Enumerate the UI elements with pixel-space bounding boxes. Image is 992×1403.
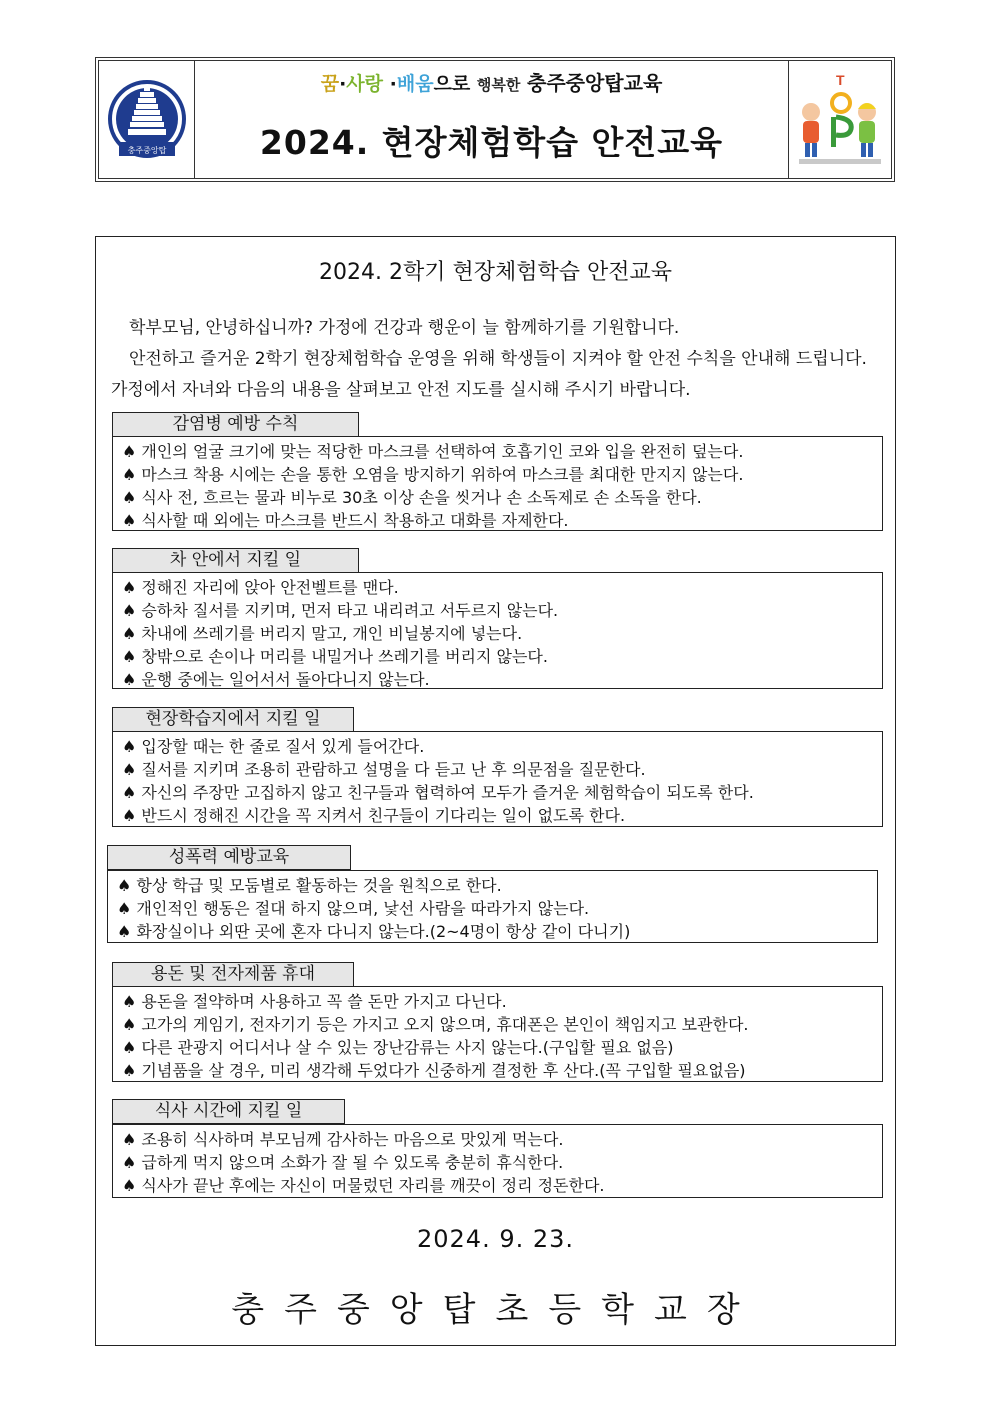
document-title: 2024. 2학기 현장체험학습 안전교육 [319,260,672,285]
list-item: ♠ 조용히 식사하며 부모님께 감사하는 마음으로 맛있게 먹는다. [122,1130,564,1149]
list-item: ♠ 식사 전, 흐르는 물과 비누로 30초 이상 손을 씻거나 손 소독제로 손 소독을 한다. [122,488,702,507]
header-motto [194,67,789,96]
section-box-infection [112,436,883,531]
list-item: ♠ 식사가 끝난 후에는 자신이 머물렀던 자리를 깨끗이 정리 정돈한다. [122,1176,605,1195]
motto-kkum: 꿈 [320,73,340,95]
section-box-site [112,731,883,827]
list-item: ♠ 다른 관광지 어디서나 살 수 있는 장난감류는 사지 않는다.(구입할 필요 없음) [122,1038,674,1057]
list-item: ♠ 기념품을 살 경우, 미리 생각해 두었다가 신중하게 결정한 후 산다.(꼭 구입할 필요없음) [122,1061,746,1080]
section-label-infection: 감염병 예방 수칙 [112,412,359,437]
motto-haengbok: 행복한 [476,76,521,94]
motto-dot-1: · [339,73,347,95]
list-item: ♠ 차내에 쓰레기를 버리지 말고, 개인 비닐봉지에 넣는다. [122,624,523,643]
section-label-violence: 성폭력 예방교육 [107,845,351,870]
intro-body: 안전하고 즐거운 2학기 현장체험학습 운영을 위해 학생들이 지켜야 할 안전 수칙을 안내해 드립니다. 가정에서 자녀와 다음의 내용을 살펴보고 안전 지도를 실시해 주시기 바랍니다. [111,349,867,400]
section-label-meal: 식사 시간에 지킬 일 [112,1099,345,1124]
list-item: ♠ 고가의 게임기, 전자기기 등은 가지고 오지 않으며, 휴대폰은 본인이 책임지고 보관한다. [122,1015,749,1034]
header-inner-frame [98,60,892,179]
motto-sarang: 사랑 [346,73,384,95]
document-date: 2024. 9. 23. [416,1225,575,1253]
motto-dot-2: · [389,73,397,95]
list-item: ♠ 급하게 먹지 않으며 소화가 잘 될 수 있도록 충분히 휴식한다. [122,1153,564,1172]
motto-euro: 으로 [433,73,471,95]
list-item: ♠ 개인의 얼굴 크기에 맞는 적당한 마스크를 선택하여 호흡기인 코와 입을 완전히 덮는다. [122,442,744,461]
top-mascot-cell [788,61,891,178]
list-item: ♠ 용돈을 절약하며 사용하고 꼭 쓸 돈만 가지고 다닌다. [122,992,507,1011]
section-box-vehicle [112,572,883,689]
list-item: ♠ 반드시 정해진 시간을 꼭 지켜서 친구들이 기다리는 일이 없도록 한다. [122,806,626,825]
top-mascot-illustration [791,67,887,175]
intro-text [111,313,885,406]
header-title: 2024. 현장체험학습 안전교육 [259,123,724,162]
section-label-money: 용돈 및 전자제품 휴대 [112,962,354,987]
school-logo-emblem [107,71,187,171]
section-box-violence [107,870,878,943]
main-document [95,236,896,1346]
list-item: ♠ 운행 중에는 일어서서 돌아다니지 않는다. [122,670,430,689]
principal-signature: 충주중앙탑초등학교장 [231,1290,760,1330]
list-item: ♠ 화장실이나 외딴 곳에 혼자 다니지 않는다.(2~4명이 항상 같이 다니기) [117,922,631,941]
list-item: ♠ 정해진 자리에 앉아 안전벨트를 맨다. [122,578,399,597]
motto-school: 충주중앙탑교육 [527,71,663,95]
list-item: ♠ 승하차 질서를 지키며, 먼저 타고 내리려고 서두르지 않는다. [122,601,559,620]
list-item: ♠ 식사할 때 외에는 마스크를 반드시 착용하고 대화를 자제한다. [122,511,569,530]
section-label-site: 현장학습지에서 지킬 일 [112,707,354,732]
motto-baeum: 배움 [396,73,434,95]
list-item: ♠ 창밖으로 손이나 머리를 내밀거나 쓰레기를 버리지 않는다. [122,647,548,666]
header-banner [95,57,895,182]
svg-text:T: T [836,72,845,88]
section-label-vehicle: 차 안에서 지킬 일 [112,548,359,573]
logo-cell [99,61,195,178]
list-item: ♠ 자신의 주장만 고집하지 않고 친구들과 협력하여 모두가 즐거운 체험학습이 되도록 한다. [122,783,754,802]
section-box-money [112,986,883,1082]
intro-greeting: 학부모님, 안녕하십니까? 가정에 건강과 행운이 늘 함께하기를 기원합니다. [129,318,680,338]
list-item: ♠ 마스크 착용 시에는 손을 통한 오염을 방지하기 위하여 마스크를 최대한 만지지 않는다. [122,465,744,484]
list-item: ♠ 개인적인 행동은 절대 하지 않으며, 낯선 사람을 따라가지 않는다. [117,899,590,918]
list-item: ♠ 입장할 때는 한 줄로 질서 있게 들어간다. [122,737,425,756]
list-item: ♠ 질서를 지키며 조용히 관람하고 설명을 다 듣고 난 후 의문점을 질문한다. [122,760,646,779]
section-box-meal [112,1124,883,1198]
list-item: ♠ 항상 학급 및 모둠별로 활동하는 것을 원칙으로 한다. [117,876,502,895]
logo-text: 충주중앙탑 [127,146,167,155]
